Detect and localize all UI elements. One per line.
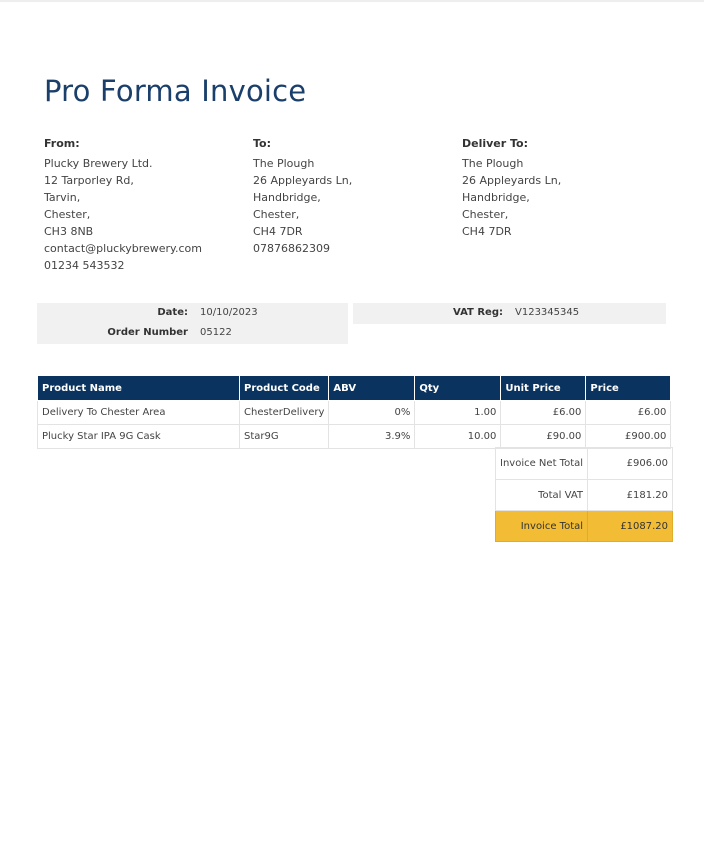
from-line: CH3 8NB	[44, 225, 94, 238]
vat-reg-value: V123345345	[515, 307, 580, 318]
deliver-to-line: 26 Appleyards Ln,	[462, 174, 562, 187]
date-label: Date:	[157, 307, 188, 318]
from-line: Plucky Brewery Ltd.	[44, 157, 153, 170]
to-line: Handbridge,	[253, 191, 321, 204]
from-email: contact@pluckybrewery.com	[44, 242, 202, 255]
cell-product-name: Delivery To Chester Area	[38, 401, 240, 425]
header-qty: Qty	[415, 376, 501, 401]
date-value: 10/10/2023	[200, 307, 258, 318]
net-total-label: Invoice Net Total	[496, 448, 588, 480]
header-price: Price	[586, 376, 671, 401]
cell-qty: 1.00	[415, 401, 501, 425]
cell-product-code: Star9G	[240, 425, 329, 449]
header-product-code: Product Code	[240, 376, 329, 401]
to-line: CH4 7DR	[253, 225, 303, 238]
invoice-total-label: Invoice Total	[496, 511, 588, 542]
date-row	[37, 303, 348, 324]
to-address	[253, 136, 453, 257]
order-number-value: 05122	[200, 327, 232, 338]
cell-qty: 10.00	[415, 425, 501, 449]
cell-abv: 3.9%	[329, 425, 415, 449]
from-line: Tarvin,	[44, 191, 81, 204]
vat-total-label: Total VAT	[496, 480, 588, 511]
from-line: 12 Tarporley Rd,	[44, 174, 134, 187]
top-divider	[0, 0, 704, 2]
from-heading: From:	[44, 137, 80, 150]
order-number-row	[37, 324, 348, 344]
cell-product-name: Plucky Star IPA 9G Cask	[38, 425, 240, 449]
net-total-value: £906.00	[588, 448, 673, 480]
invoice-total-row	[496, 511, 673, 542]
deliver-to-line: CH4 7DR	[462, 225, 512, 238]
cell-product-code: ChesterDelivery	[240, 401, 329, 425]
table-row	[38, 401, 671, 425]
header-abv: ABV	[329, 376, 415, 401]
deliver-to-line: Handbridge,	[462, 191, 530, 204]
header-product-name: Product Name	[38, 376, 240, 401]
from-address	[44, 136, 244, 274]
table-header-row	[38, 376, 671, 401]
vat-total-value: £181.20	[588, 480, 673, 511]
cell-abv: 0%	[329, 401, 415, 425]
deliver-to-heading: Deliver To:	[462, 137, 529, 150]
deliver-to-line: The Plough	[462, 157, 524, 170]
order-number-label: Order Number	[107, 327, 188, 338]
vat-total-row	[496, 480, 673, 511]
to-line: Chester,	[253, 208, 300, 221]
header-unit-price: Unit Price	[501, 376, 586, 401]
deliver-to-address	[462, 136, 662, 240]
invoice-total-value: £1087.20	[588, 511, 673, 542]
totals-table	[495, 447, 673, 542]
vat-reg-label: VAT Reg:	[453, 307, 503, 318]
from-line: Chester,	[44, 208, 91, 221]
cell-price: £900.00	[586, 425, 671, 449]
invoice-title: Pro Forma Invoice	[44, 74, 307, 108]
deliver-to-line: Chester,	[462, 208, 509, 221]
to-phone: 07876862309	[253, 242, 330, 255]
vat-reg-row	[353, 303, 666, 324]
to-line: The Plough	[253, 157, 315, 170]
line-items-table	[37, 375, 671, 449]
to-line: 26 Appleyards Ln,	[253, 174, 353, 187]
cell-unit-price: £6.00	[501, 401, 586, 425]
net-total-row	[496, 448, 673, 480]
from-phone: 01234 543532	[44, 259, 125, 272]
cell-unit-price: £90.00	[501, 425, 586, 449]
cell-price: £6.00	[586, 401, 671, 425]
to-heading: To:	[253, 137, 271, 150]
table-row	[38, 425, 671, 449]
